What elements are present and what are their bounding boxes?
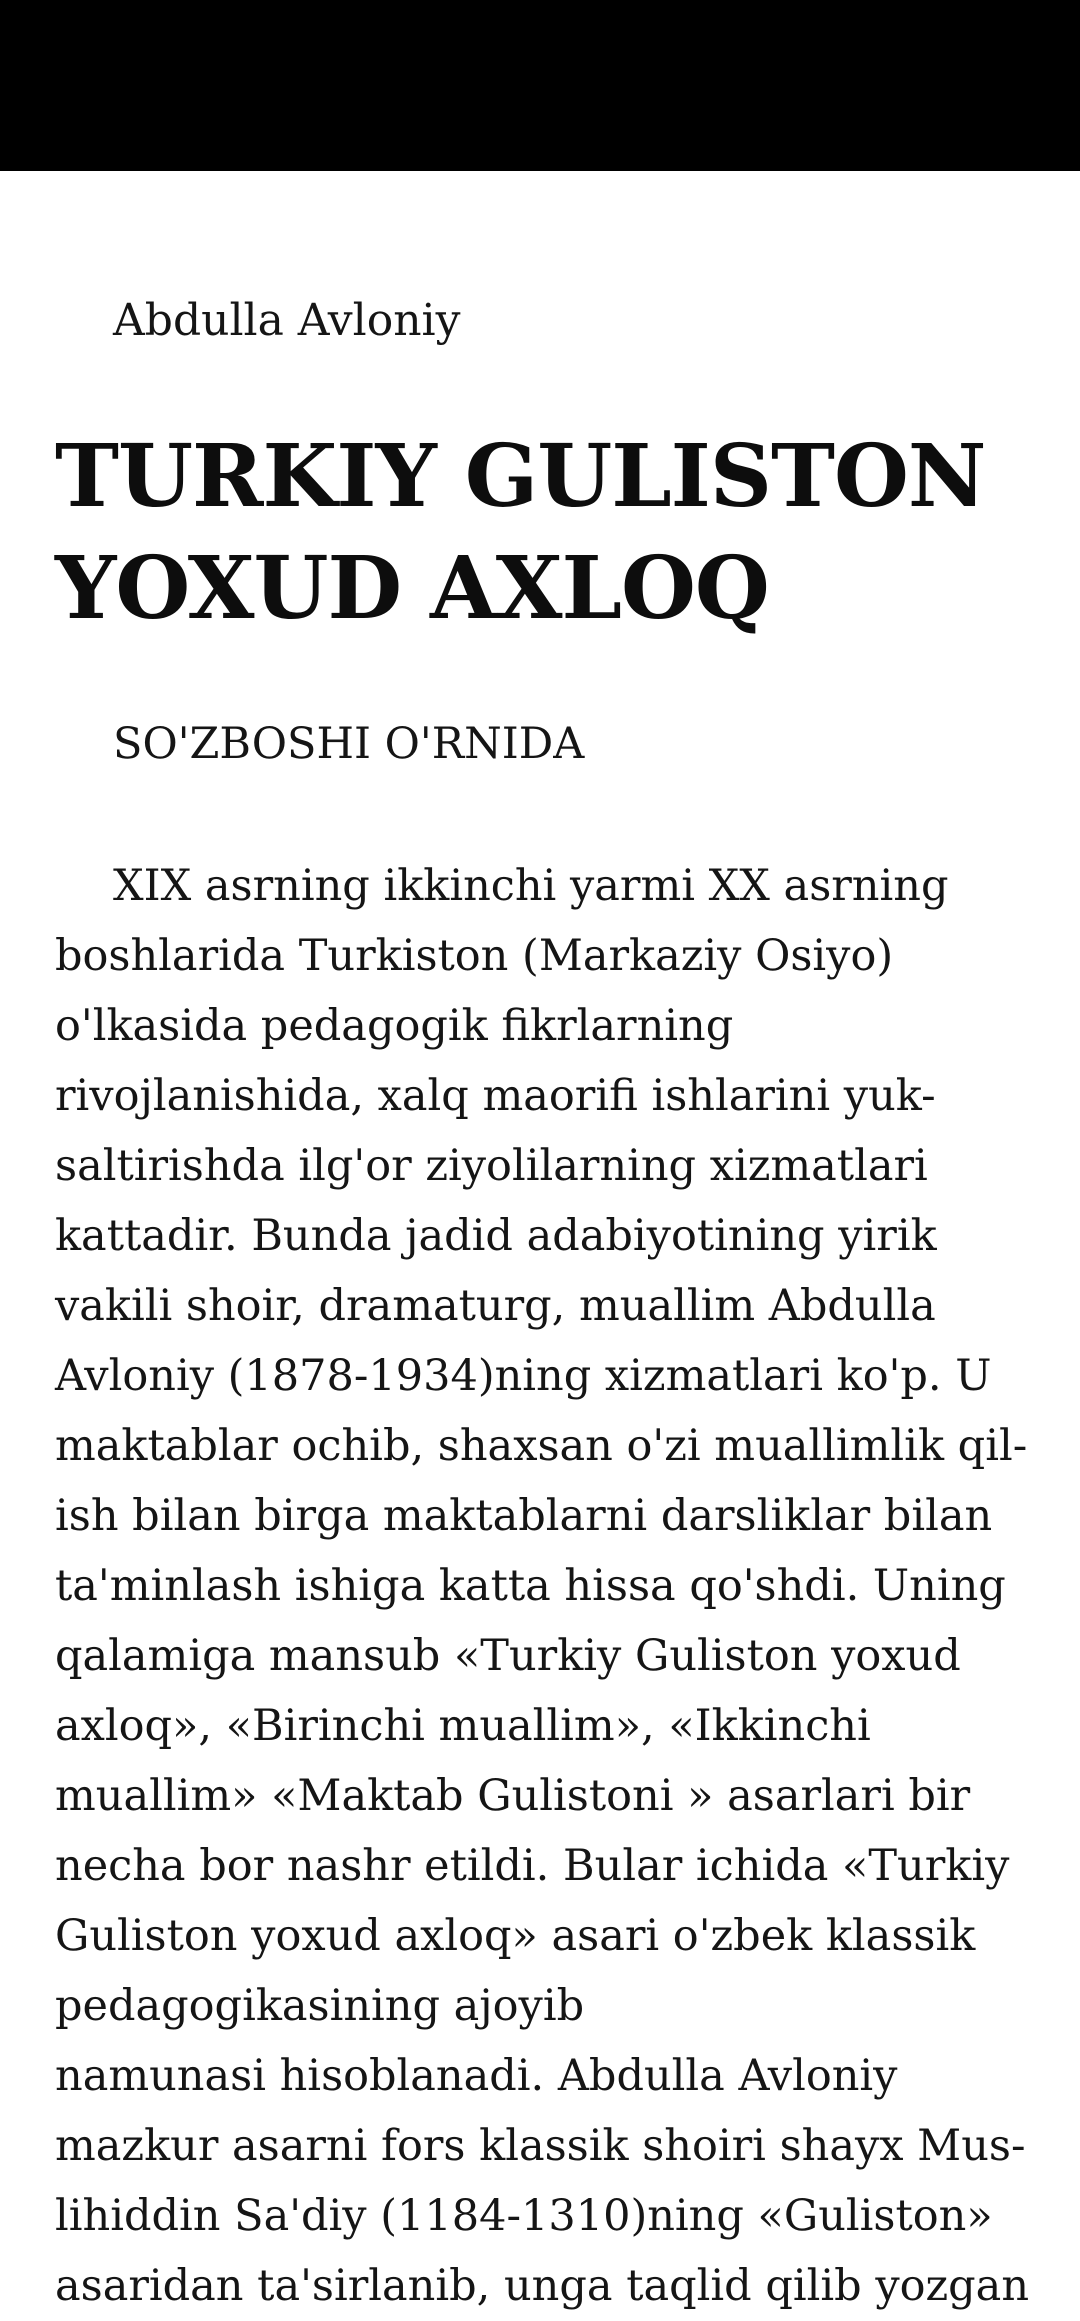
paragraph-line: ish bilan birga maktablarni darsliklar bilan bbox=[55, 1491, 993, 1541]
paragraph-line: asaridan ta'sirlanib, unga taqlid qilib yozgan bbox=[55, 2261, 1030, 2311]
paragraph-line: o'lkasida pedagogik fikrlarning bbox=[55, 1001, 734, 1051]
paragraph-line: saltirishda ilg'or ziyolilarning xizmatlari bbox=[55, 1141, 928, 1191]
paragraph-line: muallim» «Maktab Gulistoni » asarlari bir bbox=[55, 1771, 971, 1821]
paragraph-line: mazkur asarni fors klassik shoiri shayx Mus- bbox=[55, 2121, 1026, 2171]
author-name: Abdulla Avloniy bbox=[113, 295, 461, 346]
book-title-line: TURKIY GULISTON bbox=[55, 426, 986, 527]
paragraph-line: necha bor nashr etildi. Bular ichida «Turkiy bbox=[55, 1841, 1010, 1891]
paragraph-line: qalamiga mansub «Turkiy Guliston yoxud bbox=[55, 1631, 961, 1681]
paragraph-line: kattadir. Bunda jadid adabiyotining yirik bbox=[55, 1211, 937, 1261]
paragraph-line: boshlarida Turkiston (Markaziy Osiyo) bbox=[55, 931, 894, 981]
book-reader-page[interactable] bbox=[0, 171, 1080, 2311]
body-paragraph bbox=[55, 851, 1055, 2321]
status-bar bbox=[0, 0, 1080, 171]
book-title-line: YOXUD AXLOQ bbox=[55, 538, 769, 639]
paragraph-line: maktablar ochib, shaxsan o'zi muallimlik qil- bbox=[55, 1421, 1028, 1471]
paragraph-line: lihiddin Sa'diy (1184-1310)ning «Guliston» bbox=[55, 2191, 993, 2241]
paragraph-line: ta'minlash ishiga katta hissa qo'shdi. Uning bbox=[55, 1561, 1006, 1611]
paragraph-line: Guliston yoxud axloq» asari o'zbek klassik bbox=[55, 1911, 976, 1961]
paragraph-line: axloq», «Birinchi muallim», «Ikkinchi bbox=[55, 1701, 871, 1751]
book-title bbox=[55, 421, 1055, 645]
paragraph-line: vakili shoir, dramaturg, muallim Abdulla bbox=[55, 1281, 936, 1331]
paragraph-line: XIX asrning ikkinchi yarmi XX asrning bbox=[113, 861, 949, 911]
paragraph-line: Avloniy (1878-1934)ning xizmatlari ko'p. U bbox=[55, 1351, 992, 1401]
paragraph-line: pedagogikasining ajoyib bbox=[55, 1981, 585, 2031]
paragraph-line: rivojlanishida, xalq maorifi ishlarini yuk- bbox=[55, 1071, 936, 1121]
paragraph-line: namunasi hisoblanadi. Abdulla Avloniy bbox=[55, 2051, 898, 2101]
section-heading: SO'ZBOSHI O'RNIDA bbox=[113, 719, 585, 769]
